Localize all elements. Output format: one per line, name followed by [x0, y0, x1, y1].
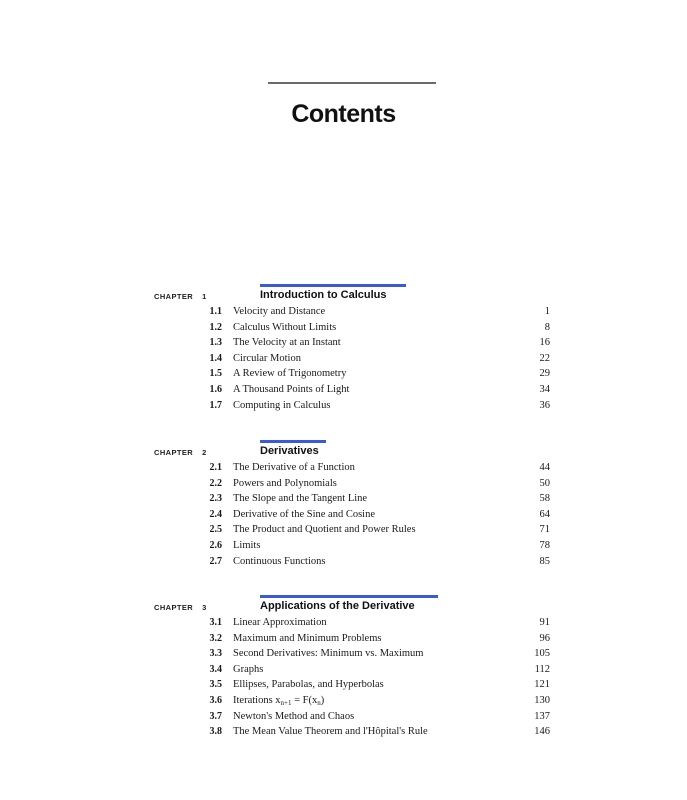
- chapter-label: CHAPTER 3: [154, 603, 207, 612]
- toc-entry[interactable]: 1.1 Velocity and Distance 1: [209, 306, 550, 317]
- toc-entry[interactable]: 2.2 Powers and Polynomials 50: [209, 477, 550, 489]
- page-title: Contents: [291, 100, 396, 128]
- toc-entry[interactable]: 3.4 Graphs 112: [209, 663, 550, 675]
- toc-entry[interactable]: 1.3 The Velocity at an Instant 16: [209, 337, 550, 349]
- top-rule: [268, 82, 436, 84]
- toc-entry[interactable]: 3.7 Newton's Method and Chaos 137: [209, 710, 550, 722]
- toc-entry[interactable]: 2.1 The Derivative of a Function 44: [209, 462, 550, 473]
- toc-entry[interactable]: 3.5 Ellipses, Parabolas, and Hyperbolas 121: [209, 679, 550, 691]
- toc-entry[interactable]: 2.4 Derivative of the Sine and Cosine 64: [209, 508, 550, 520]
- chapter-title[interactable]: Derivatives: [260, 445, 319, 457]
- chapter-title-bar: [260, 595, 438, 598]
- toc-entry[interactable]: 2.5 The Product and Quotient and Power Rules 71: [209, 524, 550, 536]
- toc-entry[interactable]: 3.3 Second Derivatives: Minimum vs. Maximum 105: [209, 648, 550, 660]
- chapter-title[interactable]: Applications of the Derivative: [260, 600, 415, 612]
- chapter-title[interactable]: Introduction to Calculus: [260, 289, 387, 301]
- chapter-label: CHAPTER 1: [154, 292, 207, 301]
- section-list: [0, 615, 687, 740]
- toc-entry[interactable]: 2.7 Continuous Functions 85: [209, 555, 550, 567]
- toc-entry[interactable]: 3.6 Iterations $x_{n+1} = F(x_n)$ 130: [209, 694, 550, 707]
- toc-entry[interactable]: 2.6 Limits 78: [209, 539, 550, 551]
- section-list: [0, 304, 687, 413]
- chapter-title-bar: [260, 284, 406, 287]
- toc-entry[interactable]: 1.4 Circular Motion 22: [209, 352, 550, 364]
- toc-entry[interactable]: 3.8 The Mean Value Theorem and l'Hôpital's Rule 146: [209, 726, 550, 738]
- section-list: [0, 460, 687, 569]
- toc-entry[interactable]: 3.1 Linear Approximation 91: [209, 617, 550, 628]
- toc-entry[interactable]: 1.7 Computing in Calculus 36: [209, 399, 550, 411]
- toc-entry[interactable]: 1.5 A Review of Trigonometry 29: [209, 368, 550, 380]
- toc-entry[interactable]: 1.6 A Thousand Points of Light 34: [209, 383, 550, 395]
- toc-entry[interactable]: 1.2 Calculus Without Limits 8: [209, 321, 550, 333]
- toc-entry[interactable]: 3.2 Maximum and Minimum Problems 96: [209, 632, 550, 644]
- toc-entry[interactable]: 2.3 The Slope and the Tangent Line 58: [209, 493, 550, 505]
- chapter-title-bar: [260, 440, 326, 443]
- chapter-label: CHAPTER 2: [154, 448, 207, 457]
